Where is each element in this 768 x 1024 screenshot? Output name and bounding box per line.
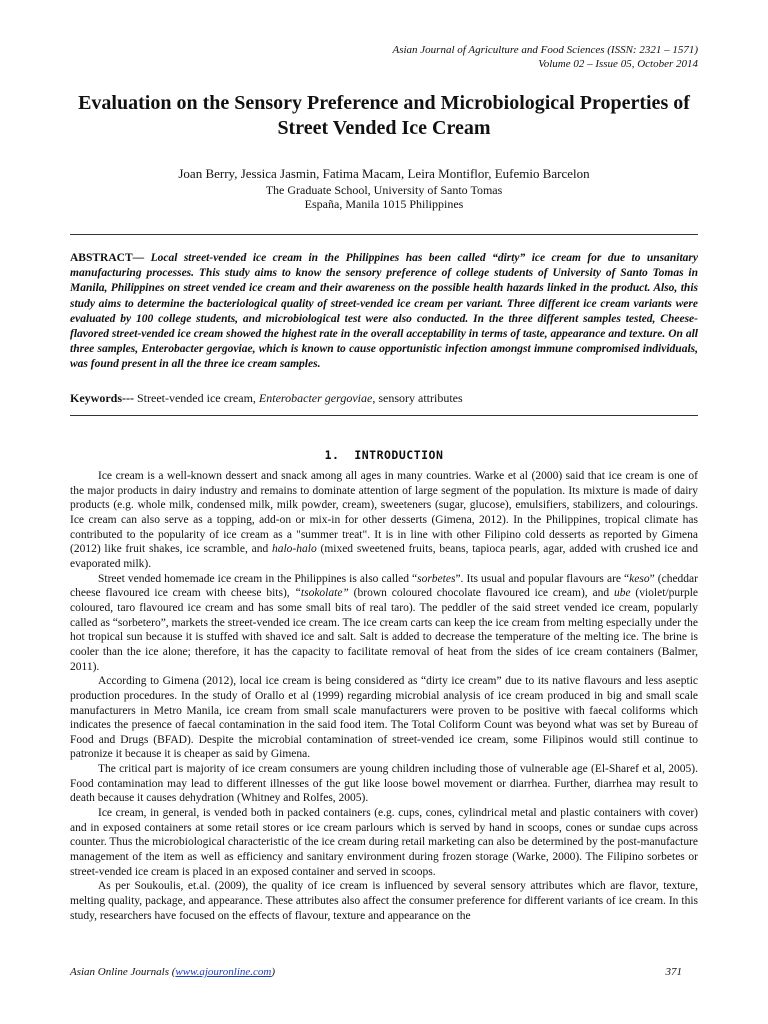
body-text bbox=[70, 469, 698, 923]
footer-journal bbox=[70, 966, 275, 978]
halo-halo-term: halo-halo bbox=[271, 543, 317, 556]
affiliation-line-2: España, Manila 1015 Philippines bbox=[304, 197, 464, 211]
section-heading bbox=[70, 448, 698, 462]
paragraph-2-a: Street vended homemade ice cream in the Philippines is also called “ bbox=[98, 572, 418, 585]
page-number: 371 bbox=[665, 966, 682, 978]
abstract bbox=[70, 251, 698, 373]
abstract-text: Local street-vended ice cream in the Philippines has been called “dirty” ice cream for due to unsanitary manufacturing processes. This study aims to know the sensory preference of college students of University of Santo Tomas in Manila, Philippines on street vended ice cream and their awareness on the possible health hazards linked in the product. Also, this study aims to determine the bacteriological quality of street-vended ice cream per variant. Three different ice cream variants were evaluated by 100 college students, and microbiological test were also conducted. In the three different samples tested, Cheese-flavored street-vended ice cream showed the highest rate in the overall acceptability in terms of taste, appearance and texture. On all three samples, Enterobacter gergoviae, which is known to cause opportunistic infection amongst immune compromised individuals, was found present in all the three ice cream samples. bbox=[70, 252, 699, 371]
paragraph-1 bbox=[70, 469, 698, 572]
paragraph-3: According to Gimena (2012), local ice cream is being considered as “dirty ice cream” due to its native flavours and less aseptic production procedures. In the study of Orallo et al (1999) regarding microbial analysis of ice cream produced in big and small scale manufacturers in Metro Manila, ice cream from small scale manufacturers were proven to be positive with faecal coliforms which indicates the presence of faecal contamination in the said food item. The Total Coliform Count was beyond what was set by Bureau of Food and Drugs (BFAD). Despite the microbial contamination of street-vended ice cream, some Filipinos would still continue to patronize it because it is cheaper as said by Gimena. bbox=[70, 675, 698, 761]
footer-link[interactable]: www.ajouronline.com bbox=[175, 966, 272, 978]
section-title: INTRODUCTION bbox=[354, 448, 444, 462]
paragraph-2-b: ”. Its usual and popular flavours are “ bbox=[455, 572, 630, 585]
keywords bbox=[70, 391, 698, 405]
paragraph-2-e: (violet/purple coloured, taro flavoured ice cream and has some small bits of real taro). The peddler of the said street vended ice cream, popularly called as “sorbetero”, markets the street-vended ice cream. The ice cream carts can keep the ice cream from melting especially under the hot tropical sun because it is stuffed with shaved ice and salt. Salt is added to decrease the temperature of the melting ice. The brine is cooler than the ice alone; therefore, it has the capacity to facilitate removal of heat from the sides of ice cream containers (Balmer, 2011). bbox=[70, 587, 698, 673]
journal-name: Asian Journal of Agriculture and Food Sciences (ISSN: 2321 – 1571) bbox=[392, 44, 698, 56]
keyword-3: , sensory attributes bbox=[372, 391, 463, 405]
footer-suffix: ) bbox=[271, 966, 276, 978]
author-list: Joan Berry, Jessica Jasmin, Fatima Macam, Leira Montiflor, Eufemio Barcelon bbox=[178, 166, 590, 181]
paragraph-2 bbox=[70, 572, 698, 675]
paragraph-4: The critical part is majority of ice cream consumers are young children including those of vulnerable age (El-Sharef et al, 2005). Food contamination may lead to different illnesses of the gut like loose bowel movement or diarrhea. Further, diarrhea may result to death because it causes dehydration (Whitney and Rolfes, 2005). bbox=[70, 763, 698, 805]
paragraph-1-end: (mixed sweetened fruits, beans, tapioca pearls, agar, added with crushed ice and evaporated milk). bbox=[70, 543, 698, 570]
footer-prefix: Asian Online Journals ( bbox=[70, 966, 176, 978]
paragraph-5: Ice cream, in general, is vended both in packed containers (e.g. cups, cones, cylindrical metal and plastic containers with cover) and in exposed containers at some retail stores or ice cream parlours which is served by hand in scoops, cones or sundae cups across counter. Thus the microbiological characteristic of the ice cream during retail marketing can also be determined by the post-manufacture management of the item as well as efficiency and sanitary environment during frozen storage (Warke, 2000). The Filipino sorbetes or street-vended ice cream is placed in an exposed container and served in scoops. bbox=[70, 807, 698, 878]
author-block bbox=[70, 166, 698, 211]
paper-title: Evaluation on the Sensory Preference and Microbiological Properties of Street Vended Ice Cream bbox=[78, 92, 690, 139]
divider-bottom bbox=[70, 415, 698, 416]
paragraph-2-c: ” (cheddar cheese flavoured ice cream with cheese bits), bbox=[70, 572, 698, 600]
keyword-2: Enterobacter gergoviae bbox=[258, 391, 373, 405]
abstract-label: ABSTRACT— bbox=[70, 252, 145, 264]
journal-header bbox=[392, 43, 698, 71]
tsokolate-term: “tsokolate” bbox=[294, 587, 349, 600]
paragraph-2-d: (brown coloured chocolate flavoured ice cream), and bbox=[348, 587, 614, 600]
divider-top bbox=[70, 234, 698, 235]
keyword-1: Street-vended ice cream, bbox=[136, 391, 256, 405]
section-number: 1. bbox=[324, 448, 340, 462]
journal-volume: Volume 02 – Issue 05, October 2014 bbox=[538, 58, 698, 70]
keywords-label: Keywords--- bbox=[70, 391, 134, 405]
affiliation-line-1: The Graduate School, University of Santo Tomas bbox=[265, 183, 503, 197]
sorbetes-term: sorbetes bbox=[417, 572, 456, 585]
keso-term: keso bbox=[629, 572, 650, 585]
ube-term: ube bbox=[613, 587, 631, 600]
paragraph-6: As per Soukoulis, et.al. (2009), the quality of ice cream is influenced by several sensory attributes which are flavor, texture, melting quality, package, and appearance. These attributes also affect the consumer preference for different variants of ice cream. In this study, researchers have focused on the effects of flavour, texture and appearance on the bbox=[70, 880, 698, 922]
paragraph-1-text: Ice cream is a well-known dessert and snack among all ages in many countries. Warke et al (2000) said that ice cream is one of the major products in dairy industry and remains to dominate attention of large segment of the population. Its mixture is made of dairy products (e.g. whole milk, condensed milk, milk powder, cream), sweeteners (sugar, glucose), emulsifiers, stabilizers, and colourings. Ice cream can also serve as a topping, add-on or mix-in for other desserts (Gimena, 2012). In the Philippines, tropical climate has contributed to the popularity of ice cream as a "summer treat". It is in line with other Filipino cold desserts as reported by Gimena (2012) like fruit shakes, ice scramble, and bbox=[70, 470, 698, 556]
